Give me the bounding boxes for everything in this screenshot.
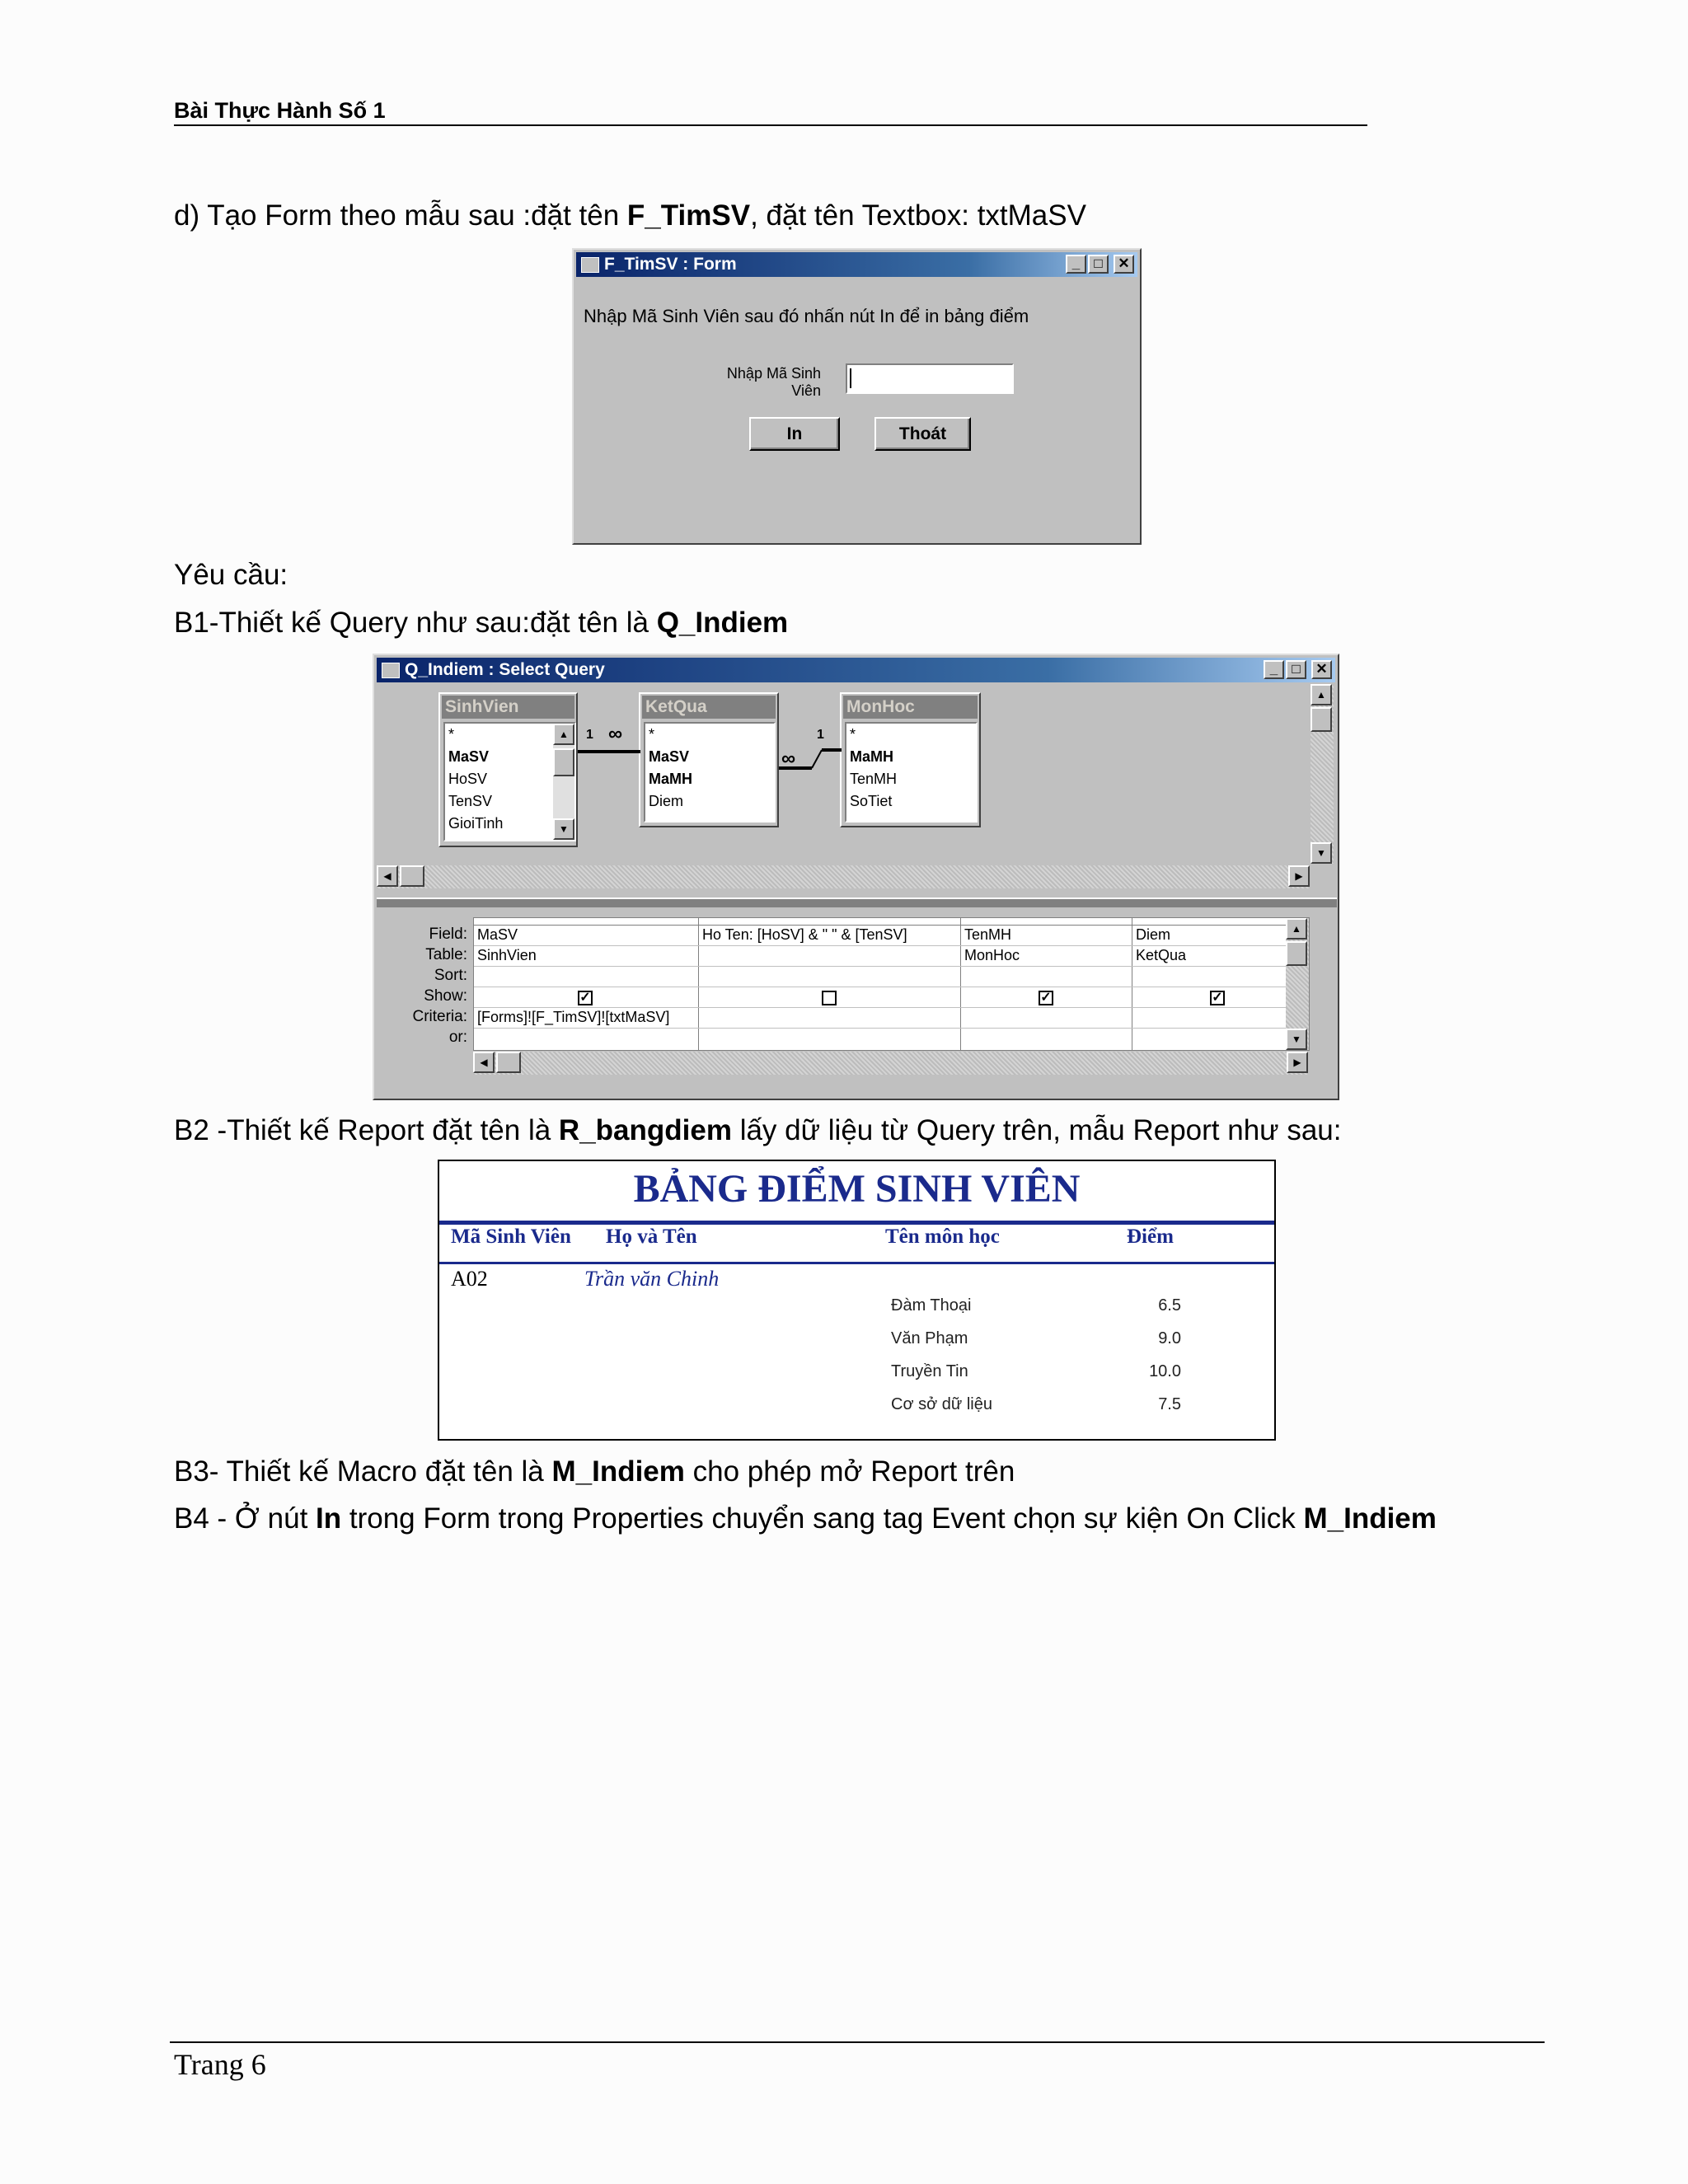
table-sinhvien-fields <box>443 722 576 841</box>
field-item[interactable]: GioiTinh <box>448 815 504 832</box>
report-rule-header <box>439 1262 1274 1264</box>
report-student-name: Trần văn Chinh <box>584 1267 720 1291</box>
scroll-up-icon[interactable]: ▲ <box>1286 918 1307 940</box>
field-item[interactable]: HoSV <box>448 771 488 787</box>
instruction-d-text-1: d) Tạo Form theo mẫu sau :đặt tên <box>174 199 627 232</box>
step-b2-report-name: R_bangdiem <box>558 1114 732 1146</box>
rel1-one: 1 <box>586 728 593 742</box>
report-header-id: Mã Sinh Viên <box>451 1226 571 1248</box>
step-b3-macro-name: M_Indiem <box>551 1455 685 1488</box>
grid-field-cell[interactable]: Ho Ten: [HoSV] & " " & [TenSV] <box>702 926 907 943</box>
step-b2 <box>174 1113 1341 1149</box>
step-b4-text-2: trong Form trong Properties chuyển sang tag Event chọn sự kiện On Click <box>341 1502 1304 1535</box>
relationship-line-2b <box>812 750 822 768</box>
close-icon[interactable]: ✕ <box>1311 660 1332 679</box>
rel1-many: ∞ <box>608 723 623 745</box>
step-b4-macro-name: M_Indiem <box>1303 1502 1437 1535</box>
student-id-input[interactable] <box>846 363 1014 394</box>
grid-body <box>473 917 1310 1051</box>
scroll-up-icon[interactable]: ▲ <box>553 724 574 745</box>
table-sinhvien-title: SinhVien <box>442 696 574 719</box>
row-label-or: or: <box>448 1029 467 1046</box>
field-item[interactable]: MaSV <box>649 748 690 765</box>
grid-criteria-cell[interactable]: [Forms]![F_TimSV]![txtMaSV] <box>477 1009 670 1025</box>
text-cursor <box>850 368 851 388</box>
field-item[interactable]: MaMH <box>850 748 893 765</box>
row-label-table: Table: <box>425 946 467 963</box>
instruction-d <box>174 198 1086 234</box>
field-item[interactable]: SoTiet <box>850 793 893 809</box>
scroll-left-icon[interactable]: ◀ <box>473 1052 495 1073</box>
report-rule-top <box>439 1221 1274 1225</box>
step-b4 <box>174 1501 1437 1537</box>
scroll-left-icon[interactable]: ◀ <box>377 865 398 887</box>
form-field-label: Nhập Mã Sinh Viên <box>726 365 821 399</box>
query-title: Q_Indiem : Select Query <box>405 660 605 679</box>
step-b1-text: B1-Thiết kế Query như sau:đặt tên là <box>174 607 657 639</box>
scroll-down-icon[interactable]: ▼ <box>1311 842 1332 864</box>
step-b4-text-1: B4 - Ở nút <box>174 1502 316 1535</box>
print-button[interactable]: In <box>749 417 840 451</box>
row-label-sort: Sort: <box>434 967 467 984</box>
grid-table-cell[interactable]: KetQua <box>1136 947 1187 963</box>
query-titlebar[interactable] <box>377 658 1335 682</box>
field-item[interactable]: * <box>850 726 856 743</box>
grid-horizontal-scrollbar[interactable] <box>473 1052 1308 1075</box>
rel2-many: ∞ <box>781 748 796 770</box>
field-item[interactable]: * <box>649 726 655 743</box>
step-b1-query-name: Q_Indiem <box>656 607 789 639</box>
instruction-d-text-2: , đặt tên Textbox: txtMaSV <box>750 199 1086 232</box>
report-score: 6.5 <box>1158 1296 1181 1315</box>
field-item[interactable]: MaSV <box>448 748 490 765</box>
report-subject: Đàm Thoại <box>891 1296 972 1315</box>
form-instruction: Nhập Mã Sinh Viên sau đó nhấn nút In để in bảng điểm <box>584 306 1029 326</box>
field-item[interactable]: Diem <box>649 793 684 809</box>
rel2-one: 1 <box>817 728 824 742</box>
field-item[interactable]: TenMH <box>850 771 898 787</box>
step-b3-text-2: cho phép mở Report trên <box>684 1455 1015 1488</box>
page-header-title: Bài Thực Hành Số 1 <box>174 98 386 123</box>
report-header-score: Điểm <box>1127 1226 1174 1248</box>
scroll-thumb[interactable] <box>496 1052 521 1073</box>
grid-vertical-scrollbar[interactable] <box>1286 918 1309 1050</box>
report-header-name: Họ và Tên <box>606 1226 697 1248</box>
scroll-down-icon[interactable]: ▼ <box>553 818 574 840</box>
show-checkbox[interactable] <box>822 991 837 1005</box>
instruction-d-form-name: F_TimSV <box>626 199 751 232</box>
requirements-heading: Yêu cầu: <box>174 559 288 591</box>
step-b2-text-2: lấy dữ liệu từ Query trên, mẫu Report như sau: <box>731 1114 1342 1146</box>
minimize-icon[interactable]: _ <box>1264 660 1284 679</box>
maximize-icon[interactable]: □ <box>1286 660 1306 679</box>
field-item[interactable]: MaMH <box>649 771 692 787</box>
report-score: 9.0 <box>1158 1329 1181 1347</box>
scroll-right-icon[interactable]: ▶ <box>1288 865 1310 887</box>
form-title: F_TimSV : Form <box>604 255 737 274</box>
page-number: Trang 6 <box>174 2048 266 2081</box>
row-label-field: Field: <box>429 926 467 943</box>
row-label-criteria: Criteria: <box>412 1008 467 1025</box>
query-icon <box>382 663 400 678</box>
field-item[interactable]: * <box>448 726 455 743</box>
scroll-up-icon[interactable]: ▲ <box>1311 684 1332 705</box>
minimize-icon[interactable]: _ <box>1066 255 1086 274</box>
report-preview <box>438 1160 1276 1441</box>
pane-splitter[interactable] <box>377 898 1337 907</box>
query-window <box>373 654 1339 1100</box>
grid-field-cell[interactable]: MaSV <box>477 926 518 943</box>
header-rule <box>174 124 1367 126</box>
report-score: 7.5 <box>1158 1395 1181 1413</box>
close-icon[interactable]: ✕ <box>1114 255 1134 274</box>
form-window <box>572 248 1142 545</box>
field-item[interactable]: TenSV <box>448 793 493 809</box>
pane-vertical-scrollbar[interactable] <box>1311 684 1334 864</box>
report-header-subject: Tên môn học <box>885 1226 1000 1248</box>
grid-table-cell[interactable]: MonHoc <box>964 947 1020 963</box>
step-b2-text-1: B2 -Thiết kế Report đặt tên là <box>174 1114 559 1146</box>
table-monhoc[interactable] <box>840 692 981 827</box>
row-label-show: Show: <box>424 987 467 1005</box>
footer-rule <box>170 2041 1545 2043</box>
show-checkbox[interactable]: ✓ <box>578 991 593 1005</box>
form-titlebar[interactable] <box>576 252 1137 277</box>
step-b3-text-1: B3- Thiết kế Macro đặt tên là <box>174 1455 552 1488</box>
table-ketqua-title: KetQua <box>642 696 776 719</box>
exit-button[interactable]: Thoát <box>874 417 971 451</box>
grid-table-cell[interactable]: SinhVien <box>477 947 537 963</box>
scroll-down-icon[interactable]: ▼ <box>1286 1029 1307 1050</box>
step-b3 <box>174 1454 1015 1490</box>
report-score: 10.0 <box>1149 1362 1181 1380</box>
table-monhoc-title: MonHoc <box>843 696 978 719</box>
report-title: BẢNG ĐIỂM SINH VIÊN <box>633 1167 1081 1211</box>
scroll-thumb[interactable] <box>400 865 424 887</box>
grid-field-cell[interactable]: Diem <box>1136 926 1171 943</box>
table-scrollbar[interactable] <box>553 724 574 840</box>
scroll-right-icon[interactable]: ▶ <box>1287 1052 1308 1073</box>
table-sinhvien[interactable] <box>438 692 578 847</box>
grid-field-cell[interactable]: TenMH <box>964 926 1012 943</box>
pane-horizontal-scrollbar[interactable] <box>377 865 1310 888</box>
form-icon <box>581 257 599 273</box>
table-pane <box>377 684 1337 894</box>
report-subject: Cơ sở dữ liệu <box>891 1395 992 1413</box>
report-student-id: A02 <box>451 1267 488 1291</box>
show-checkbox[interactable]: ✓ <box>1210 991 1225 1005</box>
table-monhoc-fields <box>845 722 978 823</box>
step-b4-button-name: In <box>316 1502 342 1535</box>
report-subject: Truyền Tin <box>891 1362 968 1380</box>
report-subject: Văn Phạm <box>891 1329 968 1347</box>
show-checkbox[interactable]: ✓ <box>1039 991 1053 1005</box>
scroll-thumb[interactable] <box>1286 941 1307 966</box>
scroll-thumb[interactable] <box>553 748 574 776</box>
maximize-icon[interactable]: □ <box>1088 255 1109 274</box>
scroll-thumb[interactable] <box>1311 707 1332 732</box>
step-b1 <box>174 605 788 641</box>
design-grid <box>377 907 1337 1097</box>
